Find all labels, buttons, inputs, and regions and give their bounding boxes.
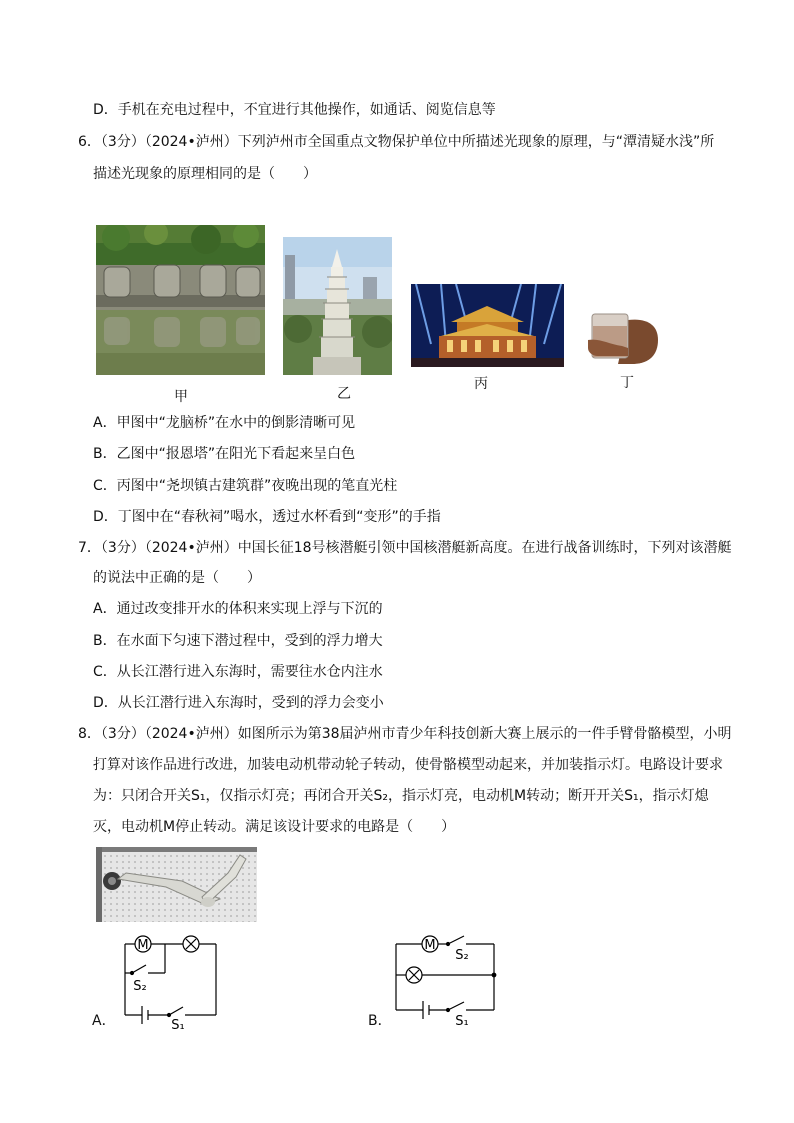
q6-option-b: B．乙图中“报恩塔”在阳光下看起来呈白色 <box>93 446 356 462</box>
q7-option-a: A．通过改变排开水的体积来实现上浮与下沉的 <box>93 601 383 617</box>
photo-yi-pagoda <box>283 237 392 375</box>
caption-bing: 丙 <box>474 376 488 392</box>
q7-stem-line1: 7．（3分）（2024•泸州）中国长征18号核潜艇引领中国核潜艇新高度。在进行战备训练时，下列对该潜艇 <box>78 540 732 556</box>
q6-option-c: C．丙图中“尧坝镇古建筑群”夜晚出现的笔直光柱 <box>93 478 398 494</box>
photo-arm-skeleton-model <box>96 847 257 922</box>
q5-option-d: D．手机在充电过程中，不宜进行其他操作，如通话、阅览信息等 <box>93 102 496 118</box>
option-label-b: B． <box>368 1013 392 1029</box>
q8-stem-line3: 为：只闭合开关S₁，仅指示灯亮；再闭合开关S₂，指示灯亮，电动机M转动；断开开关S₁，指示灯熄 <box>93 788 709 804</box>
q8-stem-line4: 灭，电动机M停止转动。满足该设计要求的电路是（ ） <box>93 819 456 835</box>
circuit-b-s2-label: S₂ <box>455 948 469 963</box>
circuit-a-motor-label: M <box>137 938 149 953</box>
q7-option-b: B．在水面下匀速下潜过程中，受到的浮力增大 <box>93 633 383 649</box>
q8-stem-line1: 8．（3分）（2024•泸州）如图所示为第38届泸州市青少年科技创新大赛上展示的一件手臂骨骼模型，小明 <box>78 726 732 742</box>
q7-option-d: D．从长江潜行进入东海时，受到的浮力会变小 <box>93 695 384 711</box>
q7-option-c: C．从长江潜行进入东海时，需要往水仓内注水 <box>93 664 383 680</box>
circuit-diagram-b <box>380 928 510 1028</box>
caption-ding: 丁 <box>620 375 634 391</box>
caption-yi: 乙 <box>337 386 351 402</box>
circuit-a-s2-label: S₂ <box>133 979 147 994</box>
circuit-b-motor-label: M <box>424 938 436 953</box>
caption-jia: 甲 <box>174 389 188 405</box>
q6-option-d: D．丁图中在“春秋祠”喝水，透过水杯看到“变形”的手指 <box>93 509 441 525</box>
photo-bing-night-buildings <box>411 284 564 367</box>
q6-option-a: A．甲图中“龙脑桥”在水中的倒影清晰可见 <box>93 415 356 431</box>
q8-stem-line2: 打算对该作品进行改进，加装电动机带动轮子转动，使骨骼模型动起来，并加装指示灯。电路设计要求 <box>93 757 723 773</box>
option-label-a: A． <box>92 1013 116 1029</box>
q6-stem-line1: 6．（3分）（2024•泸州）下列泸州市全国重点文物保护单位中所描述光现象的原理，与“潭清疑水浅”所 <box>78 134 715 150</box>
circuit-a-s1-label: S₁ <box>171 1018 185 1030</box>
q6-stem-line2: 描述光现象的原理相同的是（ ） <box>93 166 317 182</box>
photo-jia-dragon-bridge <box>96 225 265 375</box>
q7-stem-line2: 的说法中正确的是（ ） <box>93 570 261 586</box>
photo-ding-hand-glass <box>588 310 660 368</box>
circuit-b-s1-label: S₁ <box>455 1014 469 1028</box>
